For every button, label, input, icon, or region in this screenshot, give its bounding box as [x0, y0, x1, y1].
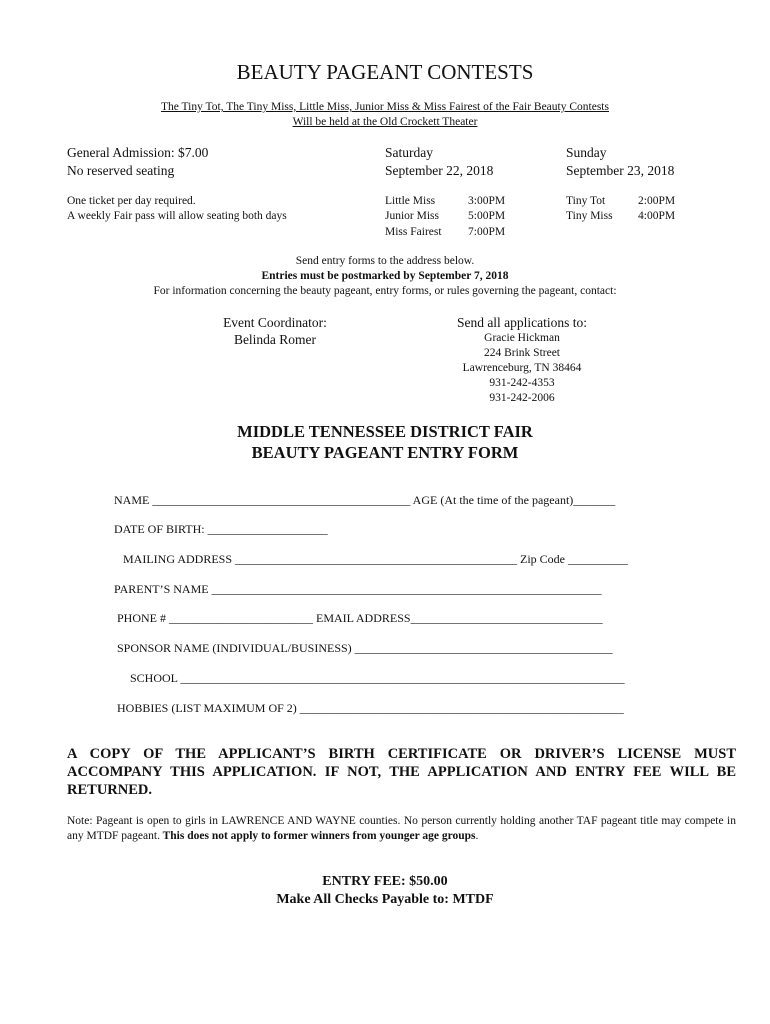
- form-title: MIDDLE TENNESSEE DISTRICT FAIR: [237, 422, 533, 441]
- mailing-address-field[interactable]: MAILING ADDRESS _______________________________________________ Zip Code __________: [123, 552, 629, 566]
- date-of-birth-field[interactable]: DATE OF BIRTH: ____________________: [114, 522, 328, 536]
- applications-city: Lawrenceburg, TN 38464: [462, 362, 582, 374]
- applications-name: Gracie Hickman: [484, 332, 560, 344]
- sunday-event-name: Tiny Tot: [566, 195, 606, 207]
- eligibility-note-text: Note: Pageant is open to girls in LAWRENCE AND WAYNE counties. No person currently holding another TAF pageant title may compete in any MTDF pageant.: [67, 815, 736, 842]
- eligibility-note-bold: This does not apply to former winners from younger age groups: [159, 830, 476, 842]
- applications-street: 224 Brink Street: [483, 347, 561, 359]
- sunday-event-time: 2:00PM: [638, 195, 676, 207]
- sunday-date: September 23, 2018: [566, 163, 675, 178]
- instructions-deadline: Entries must be postmarked by September 7, 2018: [261, 270, 509, 282]
- saturday-event-name: Little Miss: [385, 195, 436, 207]
- name-age-field[interactable]: NAME ___________________________________________ AGE (At the time of the pageant)_______: [114, 493, 616, 507]
- coordinator-name: Belinda Romer: [233, 332, 317, 347]
- school-field[interactable]: SCHOOL __________________________________________________________________________: [130, 671, 625, 685]
- applications-phone: 931-242-2006: [489, 392, 555, 404]
- admission-note-pass: A weekly Fair pass will allow seating both days: [67, 210, 287, 222]
- subtitle-contests: The Tiny Tot, The Tiny Miss, Little Miss, Junior Miss & Miss Fairest of the Fair Beauty Contests: [161, 101, 609, 113]
- parent-name-field[interactable]: PARENT’S NAME _________________________________________________________________: [114, 582, 602, 596]
- sunday-event-time: 4:00PM: [638, 210, 676, 222]
- eligibility-note: [67, 814, 736, 844]
- coordinator-label: Event Coordinator:: [223, 315, 327, 330]
- phone-email-field[interactable]: PHONE # ________________________ EMAIL ADDRESS________________________________: [117, 611, 603, 625]
- saturday-day: Saturday: [385, 145, 433, 160]
- admission-seating: No reserved seating: [67, 163, 175, 178]
- page-title: BEAUTY PAGEANT CONTESTS: [236, 60, 534, 84]
- admission-note-ticket: One ticket per day required.: [67, 195, 196, 207]
- saturday-event-time: 3:00PM: [468, 195, 506, 207]
- instructions-send: Send entry forms to the address below.: [295, 255, 475, 267]
- saturday-event-time: 7:00PM: [468, 226, 506, 238]
- birth-certificate-warning: A COPY OF THE APPLICANT’S BIRTH CERTIFICATE OR DRIVER’S LICENSE MUST ACCOMPANY THIS APPLICATION. IF NOT, THE APPLICATION AND ENTRY FEE WILL BE RETURNED.: [67, 746, 736, 798]
- saturday-event-time: 5:00PM: [468, 210, 506, 222]
- applications-label: Send all applications to:: [456, 315, 588, 330]
- sunday-event-name: Tiny Miss: [566, 210, 613, 222]
- saturday-date: September 22, 2018: [385, 163, 494, 178]
- saturday-event-name: Junior Miss: [385, 210, 439, 222]
- entry-fee: ENTRY FEE: $50.00: [322, 874, 448, 889]
- sunday-day: Sunday: [566, 145, 607, 160]
- subtitle-venue: Will be held at the Old Crockett Theater: [292, 116, 478, 128]
- saturday-event-name: Miss Fairest: [385, 226, 442, 238]
- hobbies-field[interactable]: HOBBIES (LIST MAXIMUM OF 2) ______________________________________________________: [117, 701, 624, 715]
- eligibility-note-end: .: [475, 830, 479, 842]
- sponsor-name-field[interactable]: SPONSOR NAME (INDIVIDUAL/BUSINESS) ___________________________________________: [117, 641, 613, 655]
- instructions-contact: For information concerning the beauty pageant, entry forms, or rules governing the pageant, contact:: [153, 285, 617, 297]
- applications-phone: 931-242-4353: [489, 377, 555, 389]
- checks-payable: Make All Checks Payable to: MTDF: [276, 892, 494, 907]
- form-subtitle: BEAUTY PAGEANT ENTRY FORM: [251, 443, 519, 462]
- admission-price: General Admission: $7.00: [67, 145, 209, 160]
